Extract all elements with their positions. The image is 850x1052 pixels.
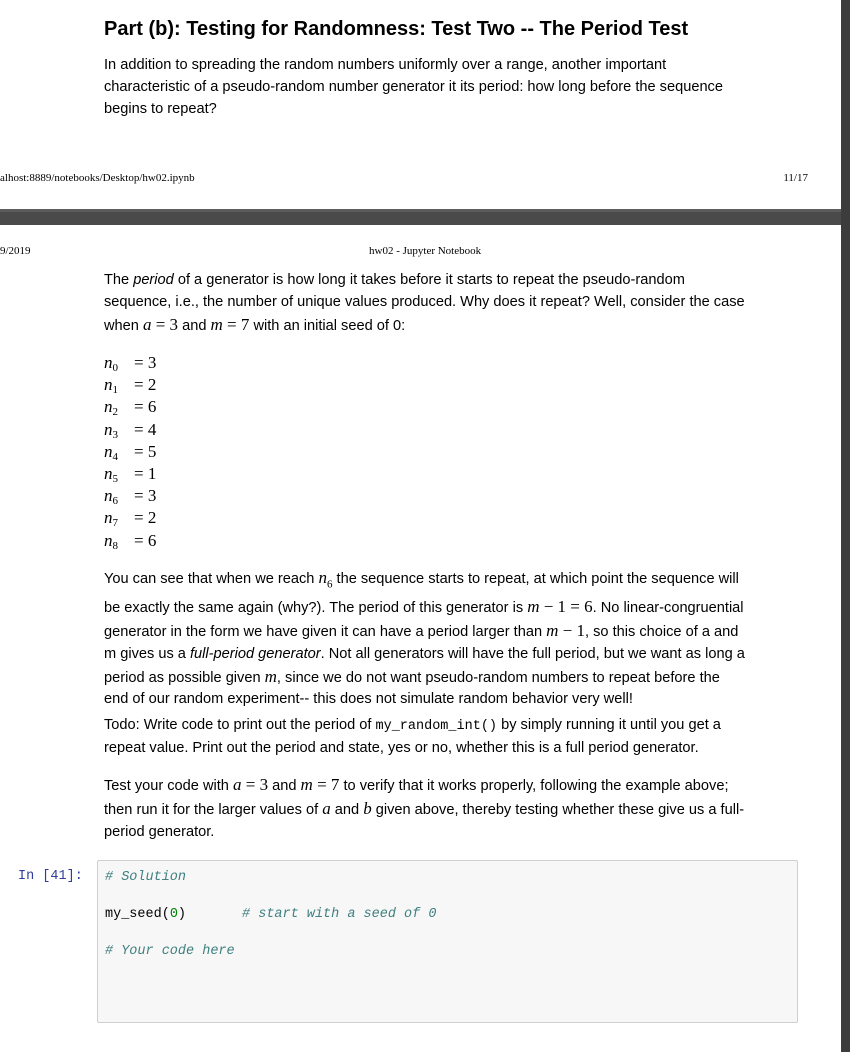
inline-code: my_random_int()	[375, 719, 498, 734]
sequence-row: $n_5 = 1$	[104, 463, 157, 485]
sequence-row: $n_6 = 3$	[104, 486, 157, 508]
print-header-date: 9/2019	[0, 245, 31, 257]
test-paragraph: Test your code with a = 3 and m = 7 to verify that it works properly, following the example above; then run it for the larger values of a and b given above, thereby testing whether these give us a full- period generator.	[104, 775, 745, 840]
todo-paragraph: Todo: Write code to print out the period of my_random_int() by simply running it until you get a repeat value. Print out the period and state, yes or no, whether this is a full period generator.	[104, 717, 721, 756]
print-footer-page: 11/17	[783, 172, 808, 184]
sequence-row: $n_2 = 6$	[104, 397, 157, 419]
cell-prompt: In [41]:	[18, 869, 83, 884]
page-break	[0, 209, 841, 225]
section-heading: Part (b): Testing for Randomness: Test Two -- The Period Test	[104, 18, 689, 40]
print-footer-url: alhost:8889/notebooks/Desktop/hw02.ipynb	[0, 172, 195, 184]
right-scrollbar[interactable]	[841, 0, 850, 1052]
code-cell-editor[interactable]	[97, 860, 798, 1023]
sequence-row: $n_8 = 6$	[104, 530, 157, 552]
print-header-title: hw02 - Jupyter Notebook	[369, 245, 482, 257]
repeat-paragraph: You can see that when we reach $n_6$ the sequence starts to repeat, at which point the sequence will be exactly the same again (why?). The period of this generator is m − 1 = 6. No linear-congruential generator in the form we have given it can have a period larger than m − 1, so this choice of a and m gives us a full-period generator. Not all generators will have the full period, but we want as long a period as possible given m, since we do not want pseudo-random numbers to repeat before the end of our random experiment-- this does not simulate random behavior very well!	[104, 568, 745, 708]
sequence-row: $n_4 = 5$	[104, 441, 157, 463]
sequence-row: $n_1 = 2$	[104, 375, 157, 397]
sequence-equations	[104, 352, 156, 552]
code-line-3[interactable]: # Your code here	[105, 944, 235, 959]
code-line-2[interactable]: my_seed(0) # start with a seed of 0	[105, 907, 437, 922]
sequence-row: $n_0 = 3$	[104, 353, 157, 374]
intro-paragraph: In addition to spreading the random numbers uniformly over a range, another important characteristic of a pseudo-random number generator it its period: how long before the sequence begins to repeat?	[104, 57, 723, 117]
sequence-row: $n_3 = 4$	[104, 419, 157, 441]
period-paragraph: The period of a generator is how long it takes before it starts to repeat the pseudo-random sequence, i.e., the number of unique values produced. Why does it repeat? Well, consider the case when a = 3 and m = 7 with an initial seed of 0:	[104, 272, 745, 334]
sequence-row: $n_7 = 2$	[104, 508, 157, 530]
code-line-1[interactable]: # Solution	[105, 870, 187, 885]
